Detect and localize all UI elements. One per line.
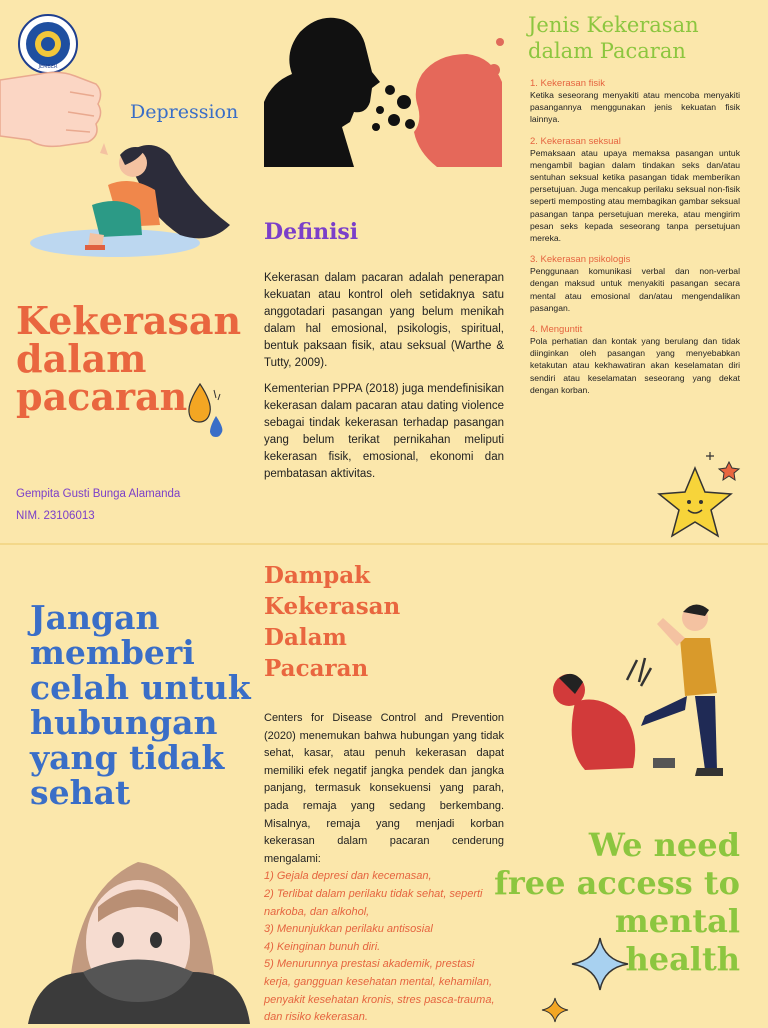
- slogan-line: We need: [588, 826, 740, 864]
- dampak-title-line: Dalam: [264, 624, 347, 651]
- slogan-left: [30, 600, 251, 810]
- silhouettes-illustration: [262, 12, 510, 172]
- effects-list-item: 5) Menurunnya prestasi akademik, prestasi kerja, gangguan kesehatan mental, kehamilan, penyakit kesehatan kronis, stres pasca-trauma, dan risiko kekerasan.: [264, 958, 495, 1024]
- slogan-line: hubungan: [30, 703, 218, 742]
- jenis-item: [530, 78, 740, 126]
- slogan-line: memberi: [30, 633, 195, 672]
- definisi-paragraph-2: Kementerian PPPA (2018) juga mendefinisikan kekerasan dalam pacaran atau dating violence sebagai tindak kekerasan terhadap pasangan yang belum terikat pernikahan meliputi kekerasan fisik, emosional, ekonomi dan pembatasan aktivitas.: [264, 383, 504, 480]
- effects-list: [264, 868, 504, 1026]
- jenis-title-line: Jenis Kekerasan: [528, 13, 699, 37]
- slogan-line: celah untuk: [30, 668, 251, 707]
- effects-list-item: 1) Gejala depresi dan kecemasan,: [264, 870, 432, 883]
- effects-list-item: 4) Keinginan bunuh diri.: [264, 940, 381, 953]
- definisi-title: Definisi: [264, 219, 359, 245]
- slogan-line: Jangan: [30, 598, 160, 637]
- jenis-item-title: 2. Kekerasan seksual: [530, 135, 621, 147]
- jenis-item: [530, 136, 740, 245]
- dampak-content: [264, 710, 504, 1027]
- slogan-line: sehat: [30, 773, 131, 812]
- slogan-line: mental: [614, 902, 740, 940]
- fold-divider: [0, 543, 768, 545]
- jenis-item-title: 4. Menguntit: [530, 324, 583, 336]
- author-name: Gempita Gusti Bunga Alamanda: [16, 488, 181, 500]
- dampak-title-line: Kekerasan: [264, 593, 401, 620]
- dampak-title-line: Dampak: [264, 562, 371, 589]
- slogan-line: free access to: [494, 864, 740, 902]
- main-title-line: Kekerasan: [16, 298, 242, 343]
- small-sparkle-icon: [540, 996, 570, 1024]
- svg-text:JEMBER: JEMBER: [38, 64, 58, 70]
- jenis-item-text: Pola perhatian dan kontak yang berulang dan tidak diinginkan oleh pasangan yang menyebabkan ketakutan atau kekhawatiran akan keselamatan diri sendiri atau keselamatan seseorang yang dekat dengan korban.: [530, 336, 740, 395]
- violence-illustration: [545, 598, 740, 780]
- jenis-item-title: 1. Kekerasan fisik: [530, 78, 605, 89]
- jenis-list: [530, 78, 740, 396]
- tear-drops-icon: [182, 380, 227, 440]
- definisi-paragraph-1: Kekerasan dalam pacaran adalah penerapan kekuatan atau kontrol oleh setidaknya satu anggotadari pasangan yang belum menikah dalam hal emosional, psikologis, spiritual, bentuk paksaan fisik, atau seksual (Warthe & Tutty, 2009).: [264, 272, 504, 369]
- jenis-item: [530, 324, 740, 396]
- jenis-item-text: Penggunaan komunikasi verbal dan non-verbal dengan maksud untuk menyakiti pasangan secara mental atau emosional dan/atau mengendalikan pasangan.: [530, 266, 740, 313]
- effects-list-item: 3) Menunjukkan perilaku antisosial: [264, 923, 433, 936]
- depression-label: Depression: [130, 101, 239, 123]
- smiling-star-icon: [655, 450, 750, 540]
- jenis-item: [530, 254, 740, 314]
- main-title-line: pacaran: [16, 374, 188, 419]
- dampak-title-line: Pacaran: [264, 655, 369, 682]
- jenis-item-text: Ketika seseorang menyakiti atau mencoba menyakiti pasangannya menggunakan jenis kekuatan fisik lainnya.: [530, 90, 740, 125]
- jenis-item-title: 3. Kekerasan psikologis: [530, 254, 631, 266]
- girl-covering-mouth-illustration: [28, 852, 250, 1024]
- dampak-title: [264, 560, 400, 684]
- jenis-item-text: Pemaksaan atau upaya memaksa pasangan untuk mengambil bagian dalam tindakan seks dan/atau sentuhan seksual ketika pasangan tidak memberikan persetujuan. Juga mencakup perilaku seksual non-fisik seperti memposting atau membagikan gambar seksual pasangan tanpa persetujuan mereka, atau mengirim pesan seks kepada seseorang tanpa persetujuan mereka.: [530, 147, 740, 244]
- slogan-line: yang tidak: [30, 738, 225, 777]
- sad-woman-illustration: [30, 135, 250, 260]
- jenis-title: [528, 12, 699, 64]
- slogan-line: health: [625, 940, 740, 978]
- effects-list-item: 2) Terlibat dalam perilaku tidak sehat, seperti narkoba, dan alkohol,: [264, 887, 483, 918]
- sparkle-star-icon: [568, 934, 633, 994]
- jenis-title-line: dalam Pacaran: [528, 39, 686, 63]
- dampak-intro: Centers for Disease Control and Prevention (2020) menemukan bahwa hubungan yang tidak sehat, kasar, atau penuh kekerasan dapat memiliki efek negatif jangka pendek dan jangka panjang, termasuk konsekuensi yang parah, pada remaja yang sedang berkembang. Misalnya, remaja yang menjadi korban kekerasan dalam pacaran cenderung mengalami:: [264, 712, 504, 865]
- author-nim: NIM. 23106013: [16, 510, 95, 522]
- main-title-line: dalam: [16, 336, 147, 381]
